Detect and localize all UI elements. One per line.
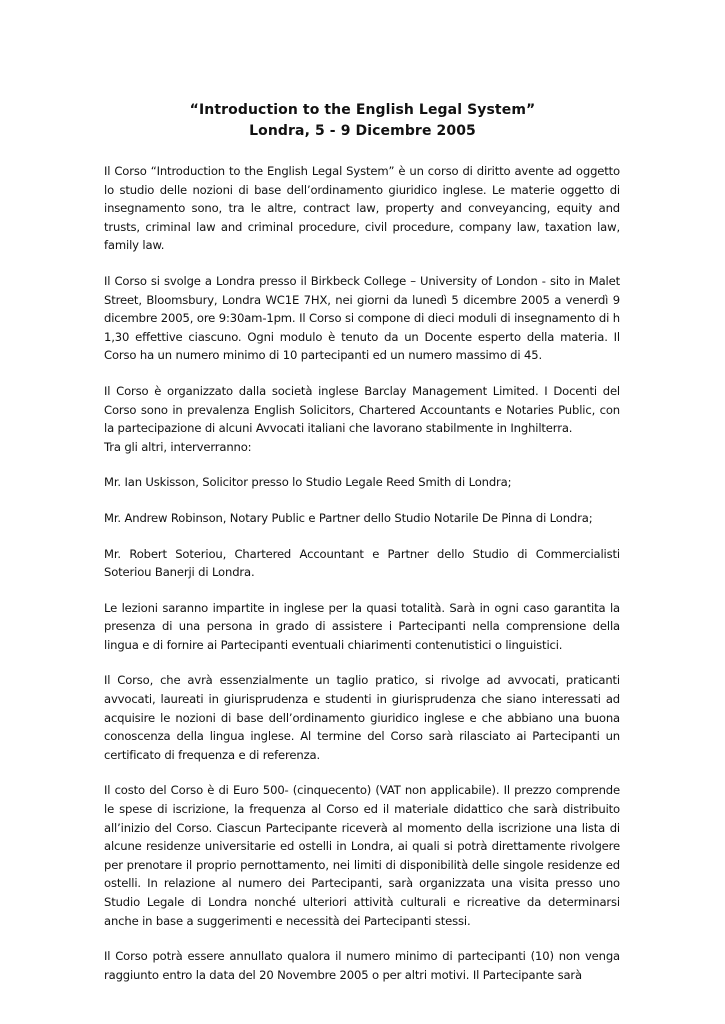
paragraph-language: Le lezioni saranno impartite in inglese per la quasi totalità. Sarà in ogni caso garantita la presenza di una persona in grado di assistere i Partecipanti nella comprensione della lingua e di fornire ai Partecipanti eventuali chiarimenti contenutistici o linguistici. <box>104 600 620 652</box>
paragraph-cost: Il costo del Corso è di Euro 500- (cinquecento) (VAT non applicabile). Il prezzo comprende le spese di iscrizione, la frequenza al Corso ed il materiale didattico che sarà distribuito all’inizio del Corso. Ciascun Partecipante riceverà al momento della iscrizione una lista di alcune residenze universitarie ed ostelli in Londra, ai quali si potrà direttamente rivolgere per prenotare il proprio pernottamento, nei limiti di disponibilità delle singole residenze ed ostelli. In relazione al numero dei Partecipanti, sarà organizzata una visita presso uno Studio Legale di Londra nonché ulteriori attività culturali e ricreative da determinarsi anche in base a suggerimenti e necessità dei Partecipanti stessi. <box>104 783 620 928</box>
document-body <box>104 162 620 1001</box>
title-block <box>0 100 725 142</box>
paragraph-cancellation: Il Corso potrà essere annullato qualora il numero minimo di partecipanti (10) non venga raggiunto entro la data del 20 Novembre 2005 o per altri motivi. Il Partecipante sarà <box>104 949 620 982</box>
paragraph-target-audience: Il Corso, che avrà essenzialmente un taglio pratico, si rivolge ad avvocati, praticanti avvocati, laureati in giurisprudenza e studenti in giurisprudenza che siano interessati ad acquisire le nozioni di base dell’ordinamento giuridico inglese e che abbiano una buona conoscenza della lingua inglese. Al termine del Corso sarà rilasciato ai Partecipanti un certificato di frequenza e di referenza. <box>104 673 620 762</box>
paragraph-course-location: Il Corso si svolge a Londra presso il Birkbeck College – University of London - sito in Malet Street, Bloomsbury, Londra WC1E 7HX, nei giorni da lunedì 5 dicembre 2005 a venerdì 9 dicembre 2005, ore 9:30am-1pm. Il Corso si compone di dieci moduli di insegnamento di h 1,30 effettive ciascuno. Ogni modulo è tenuto da un Docente esperto della materia. Il Corso ha un numero minimo di 10 partecipanti ed un numero massimo di 45. <box>104 273 620 363</box>
speaker-item: Mr. Ian Uskisson, Solicitor presso lo Studio Legale Reed Smith di Londra; <box>104 475 512 490</box>
document-subtitle: Londra, 5 - 9 Dicembre 2005 <box>249 123 476 139</box>
document-title: “Introduction to the English Legal System” <box>189 102 536 118</box>
paragraph-course-organizer: Il Corso è organizzato dalla società inglese Barclay Management Limited. I Docenti del Corso sono in prevalenza English Solicitors, Chartered Accountants e Notaries Public, con la partecipazione di alcuni Avvocati italiani che lavorano stabilmente in Inghilterra. <box>104 383 620 436</box>
paragraph-course-description: Il Corso “Introduction to the English Legal System” è un corso di diritto avente ad oggetto lo studio delle nozioni di base dell’ordinamento giuridico inglese. Le materie oggetto di insegnamento sono, tra le altre, contract law, property and conveyancing, equity and trusts, criminal law and criminal procedure, civil procedure, company law, taxation law, family law. <box>104 164 620 253</box>
speaker-item: Mr. Robert Soteriou, Chartered Accountant e Partner dello Studio di Commercialisti Soteriou Banerji di Londra. <box>104 546 620 580</box>
paragraph-speakers-intro: Tra gli altri, interverranno: <box>104 439 252 454</box>
speaker-item: Mr. Andrew Robinson, Notary Public e Partner dello Studio Notarile De Pinna di Londra; <box>104 510 593 525</box>
